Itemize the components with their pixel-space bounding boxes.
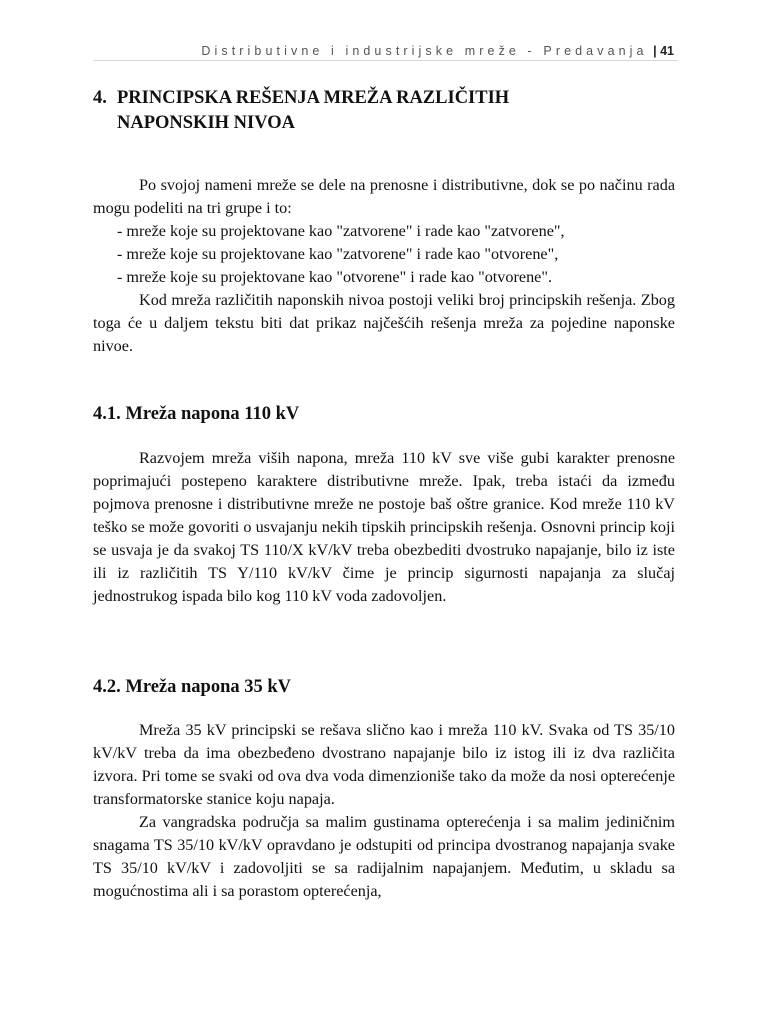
section-35kv-paragraph-1: Mreža 35 kV principski se rešava slično kao i mreža 110 kV. Svaka od TS 35/10 kV/kV treba da ima obezbeđeno dvostrano napajanje bilo iz istog ili iz dva različita izvora. Pri tome se svaki od ova dva voda dimenzioniše tako da može da nosi opterećenje transformatorske stanice koju napaja.	[93, 721, 675, 808]
intro-section	[93, 174, 675, 358]
header-separator: |	[653, 44, 657, 58]
header-divider	[93, 60, 678, 61]
chapter-title: PRINCIPSKA REŠENJA MREŽA RAZLIČITIH NAPONSKIH NIVOA	[117, 88, 510, 133]
chapter-number: 4.	[93, 88, 107, 108]
section-heading-35kv: 4.2. Mreža napona 35 kV	[93, 677, 292, 697]
intro-paragraph-2: Kod mreža različitih naponskih nivoa postoji veliki broj principskih rešenja. Zbog toga će u daljem tekstu biti dat prikaz najčešćih rešenja mreža za pojedine naponske nivoe.	[93, 291, 675, 355]
page-header	[201, 44, 674, 58]
section-110kv-paragraph: Razvojem mreža viših napona, mreža 110 kV sve više gubi karakter prenosne poprimajući postepeno karaktere distributivne mreže. Ipak, treba istaći da između pojmova prenosne i distributivne mreže ne postoje baš oštre granice. Kod mreže 110 kV teško se može govoriti o usvajanju nekih tipskih principskih rešenja. Osnovni princip koji se usvaja je da svakoj TS 110/X kV/kV treba obezbediti dvostruko napajanje, bilo iz iste ili iz različitih TS Y/110 kV/kV čime je princip sigurnosti napajanja za slučaj jednostrukog ispada bilo kog 110 kV voda zadovoljen.	[93, 449, 675, 605]
list-item: - mreže koje su projektovane kao "zatvorene" i rade kao "zatvorene",	[117, 222, 565, 240]
page-number: 41	[660, 44, 674, 58]
intro-paragraph-1: Po svojoj nameni mreže se dele na prenosne i distributivne, dok se po načinu rada mogu podeliti na tri grupe i to:	[93, 176, 675, 217]
section-35kv-body	[93, 719, 675, 903]
section-110kv-body	[93, 447, 675, 608]
section-35kv-paragraph-2: Za vangradska područja sa malim gustinama opterećenja i sa malim jediničnim snagama TS 35/10 kV/kV opravdano je odstupiti od principa dvostranog napajanja svake TS 35/10 kV/kV i zadovoljiti se sa radijalnim napajanjem. Međutim, u skladu sa mogućnostima ali i sa porastom opterećenja,	[93, 813, 675, 900]
section-heading-110kv: 4.1. Mreža napona 110 kV	[93, 404, 300, 424]
header-title: Distributivne i industrijske mreže - Predavanja	[201, 44, 648, 58]
list-item: - mreže koje su projektovane kao "zatvorene" i rade kao "otvorene",	[117, 245, 559, 263]
list-item: - mreže koje su projektovane kao "otvorene" i rade kao "otvorene".	[117, 268, 552, 286]
chapter-heading	[93, 86, 675, 136]
